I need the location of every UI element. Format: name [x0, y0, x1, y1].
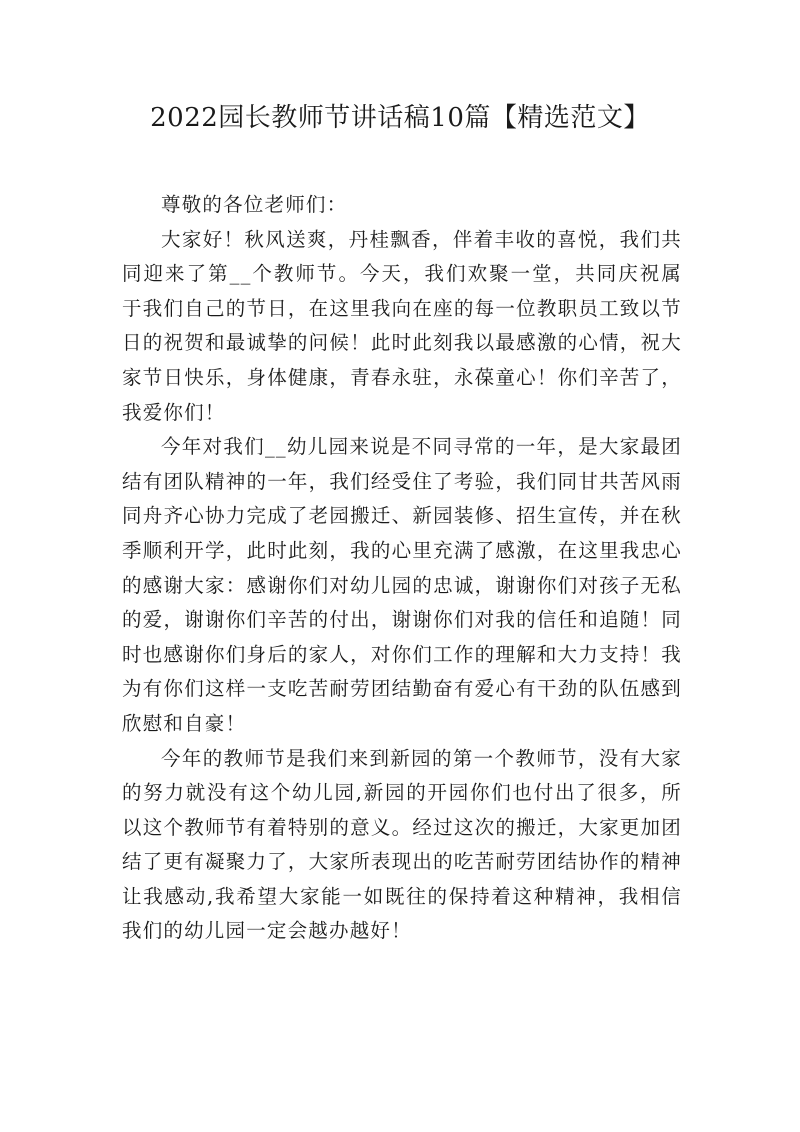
salutation: 尊敬的各位老师们：	[161, 193, 348, 216]
document-title: 2022园长教师节讲话稿10篇【精选范文】	[150, 103, 650, 133]
paragraph-2: 今年对我们__幼儿园来说是不同寻常的一年，是大家最团结有团队精神的一年，我们经受住了考验，我们同甘共苦风雨同舟齐心协力完成了老园搬迁、新园装修、招生宣传，并在秋季顺利开学，此时此刻，我的心里充满了感激，在这里我忠心的感谢大家：感谢你们对幼儿园的忠诚，谢谢你们对孩子无私的爱，谢谢你们辛苦的付出，谢谢你们对我的信任和追随！同时也感谢你们身后的家人，对你们工作的理解和大力支持！我为有你们这样一支吃苦耐劳团结勤奋有爱心有干劲的队伍感到欣慰和自豪！	[122, 435, 682, 735]
paragraph-1: 大家好！秋风送爽，丹桂飘香，伴着丰收的喜悦，我们共同迎来了第__个教师节。今天，我们欢聚一堂，共同庆祝属于我们自己的节日，在这里我向在座的每一位教职员工致以节日的祝贺和最诚挚的问候！此时此刻我以最感激的心情，祝大家节日快乐，身体健康，青春永驻，永葆童心！你们辛苦了，我爱你们！	[122, 227, 682, 424]
paragraph-3: 今年的教师节是我们来到新园的第一个教师节，没有大家的努力就没有这个幼儿园,新园的开园你们也付出了很多，所以这个教师节有着特别的意义。经过这次的搬迁，大家更加团结了更有凝聚力了，大家所表现出的吃苦耐劳团结协作的精神让我感动,我希望大家能一如既往的保持着这种精神，我相信我们的幼儿园一定会越办越好！	[122, 746, 682, 943]
document-body	[122, 188, 682, 949]
